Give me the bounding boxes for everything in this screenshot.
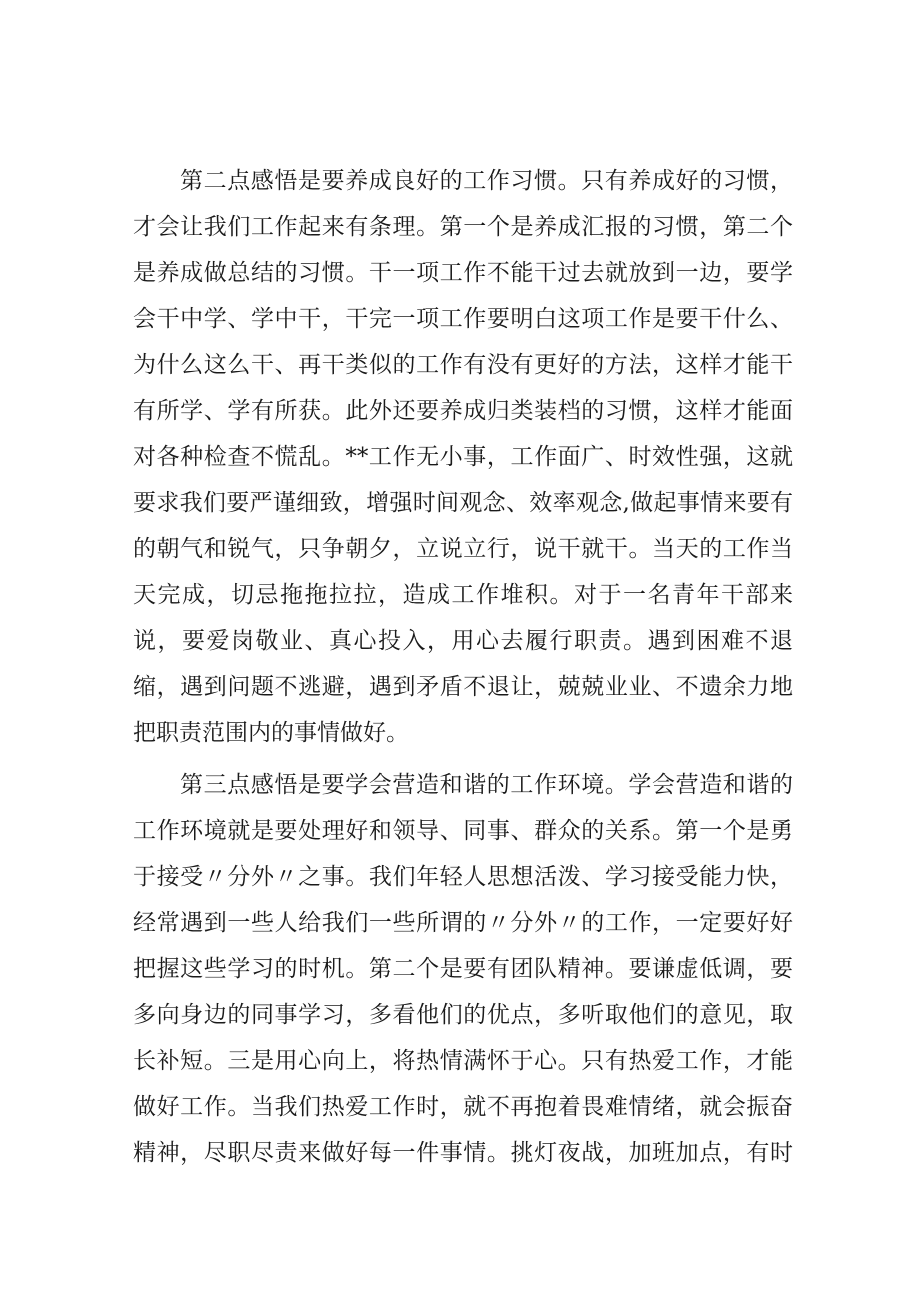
paragraph-1-line-13: 把职责范围内的事情做好。 (133, 720, 409, 746)
paragraph-1-line-12: 缩，遇到问题不逃避，遇到矛盾不退让，兢兢业业、不遗余力地 (133, 674, 793, 700)
paragraph-2-line-1: 第三点感悟是要学会营造和谐的工作环境。学会营造和谐的 (180, 772, 793, 798)
paragraph-1-line-8: 要求我们要严谨细致，增强时间观念、效率观念,做起事情来要有 (133, 490, 793, 516)
paragraph-2-line-9: 精神，尽职尽责来做好每一件事情。挑灯夜战，加班加点，有时 (133, 1140, 793, 1166)
paragraph-2-line-4: 经常遇到一些人给我们一些所谓的〃分外〃的工作，一定要好好 (133, 910, 793, 936)
paragraph-1-line-4: 会干中学、学中干，干完一项工作要明白这项工作是要干什么、 (133, 306, 793, 332)
paragraph-1-line-9: 的朝气和锐气，只争朝夕，立说立行，说干就干。当天的工作当 (133, 536, 793, 562)
paragraph-1-line-6: 有所学、学有所获。此外还要养成归类装档的习惯，这样才能面 (133, 398, 793, 424)
paragraph-1-line-3: 是养成做总结的习惯。干一项工作不能干过去就放到一边，要学 (133, 260, 793, 286)
paragraph-1-line-2: 才会让我们工作起来有条理。第一个是养成汇报的习惯，第二个 (133, 214, 793, 240)
paragraph-2-line-2: 工作环境就是要处理好和领导、同事、群众的关系。第一个是勇 (133, 818, 793, 844)
paragraph-1-line-5: 为什么这么干、再干类似的工作有没有更好的方法，这样才能干 (133, 352, 793, 378)
paragraph-1-line-1: 第二点感悟是要养成良好的工作习惯。只有养成好的习惯， (180, 168, 793, 194)
paragraph-1-line-11: 说，要爱岗敬业、真心投入，用心去履行职责。遇到困难不退 (133, 628, 793, 654)
paragraph-2-line-5: 把握这些学习的时机。第二个是要有团队精神。要谦虚低调，要 (133, 956, 793, 982)
paragraph-1-line-10: 天完成，切忌拖拖拉拉，造成工作堆积。对于一名青年干部来 (133, 582, 793, 608)
paragraph-1-line-7: 对各种检查不慌乱。**工作无小事，工作面广、时效性强，这就 (133, 444, 793, 470)
paragraph-2-line-7: 长补短。三是用心向上，将热情满怀于心。只有热爱工作，才能 (133, 1048, 793, 1074)
paragraph-2-line-6: 多向身边的同事学习，多看他们的优点，多听取他们的意见，取 (133, 1002, 793, 1028)
paragraph-2-line-3: 于接受〃分外〃之事。我们年轻人思想活泼、学习接受能力快， (133, 864, 793, 890)
paragraph-2-line-8: 做好工作。当我们热爱工作时，就不再抱着畏难情绪，就会振奋 (133, 1094, 793, 1120)
